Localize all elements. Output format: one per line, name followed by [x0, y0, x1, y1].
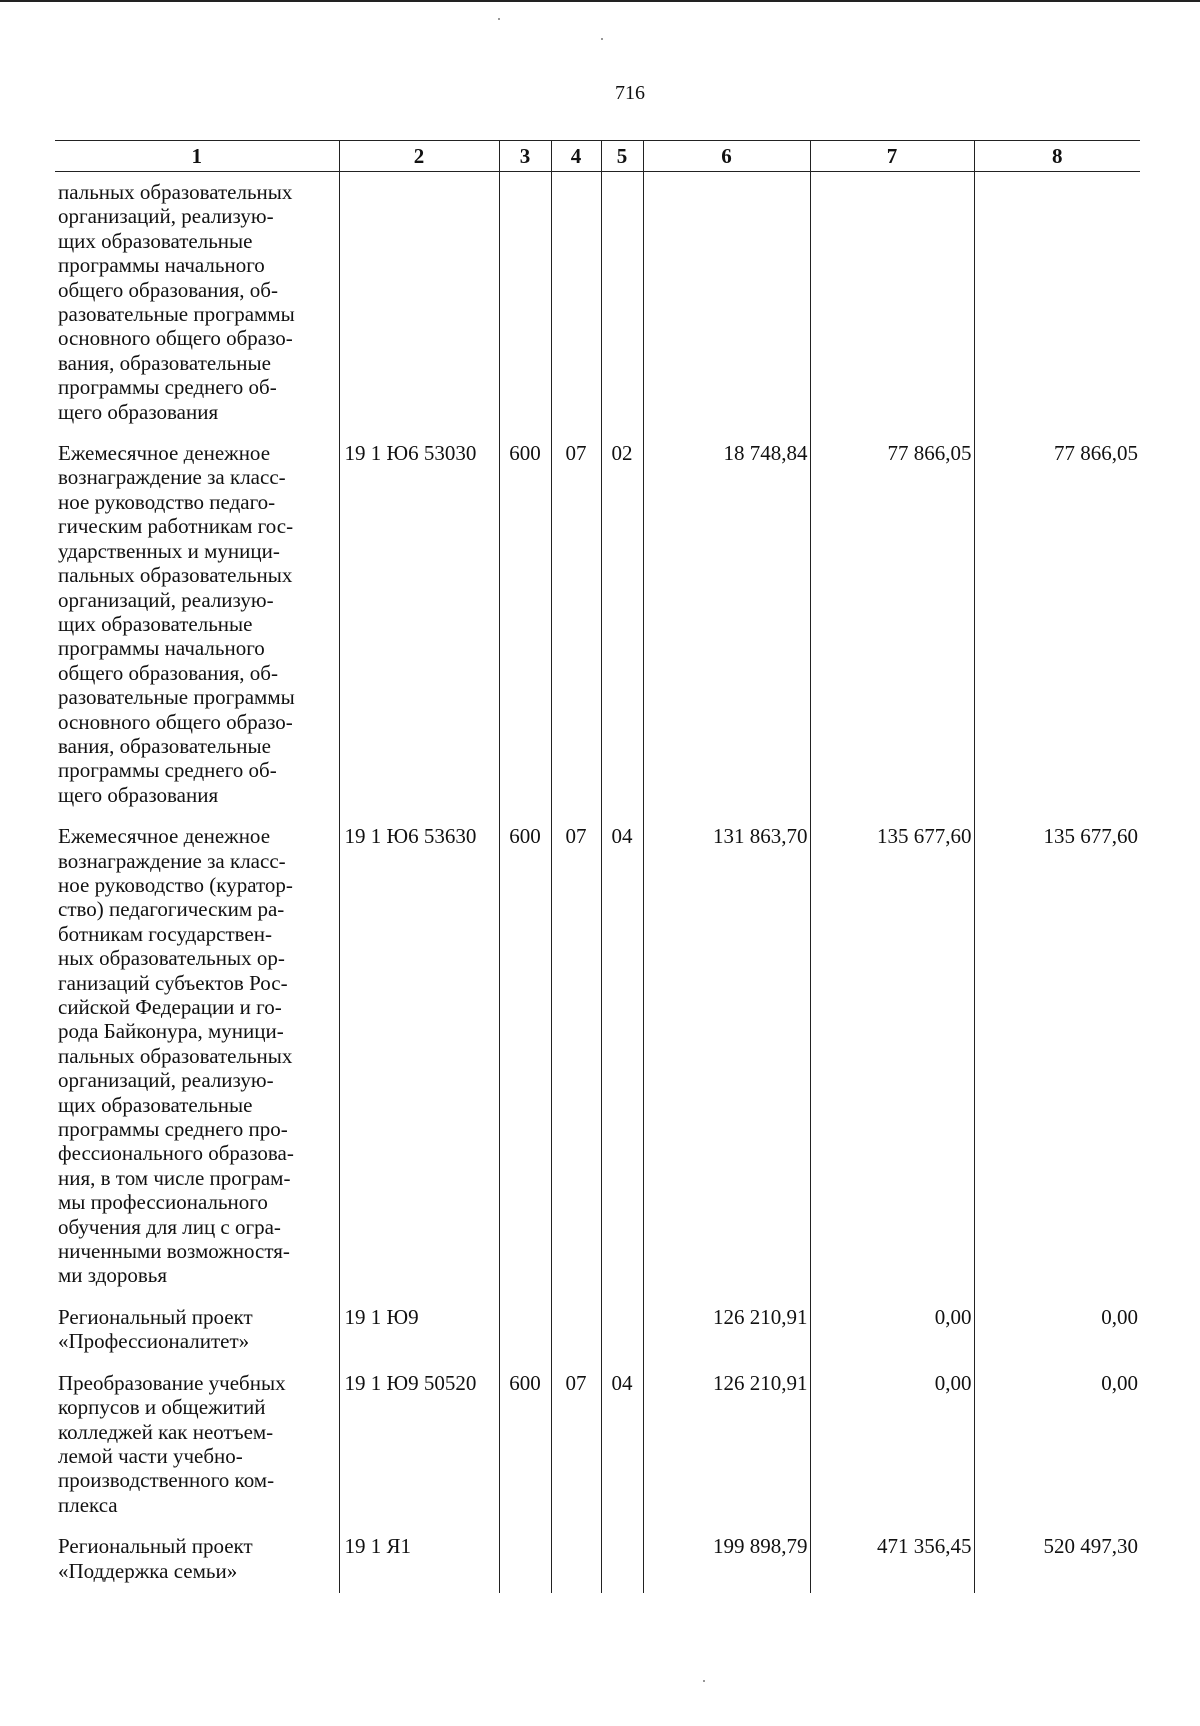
budget-code: 19 1 Ю9 [339, 1298, 499, 1364]
subsection-code: 04 [601, 817, 643, 1298]
description-line: ство) педагогическим ра- [58, 897, 285, 922]
row-description [55, 1527, 339, 1593]
description-line: колледжей как неотъем- [58, 1419, 274, 1444]
row-description [55, 817, 339, 1298]
row-description [55, 1298, 339, 1364]
table-body [55, 172, 1140, 1593]
table-row [55, 172, 1140, 435]
description-line: щих образовательные [58, 611, 253, 636]
description-line: ниченными возможностя- [58, 1239, 290, 1264]
amount-col7: 77 866,05 [810, 434, 974, 817]
row-description [55, 1364, 339, 1527]
amount-col7: 135 677,60 [810, 817, 974, 1298]
description-line: ботникам государствен- [58, 921, 272, 946]
amount-col8: 0,00 [974, 1298, 1140, 1364]
description-line: «Профессионалитет» [58, 1329, 250, 1354]
description-line: программы среднего об- [58, 758, 277, 783]
section-code [551, 172, 601, 435]
row-description [55, 434, 339, 817]
scan-speck [703, 1680, 705, 1682]
description-line: ное руководство (куратор- [58, 872, 293, 897]
budget-code [339, 172, 499, 435]
expense-type-code: 600 [499, 817, 551, 1298]
section-code: 07 [551, 1364, 601, 1527]
description-line: Региональный проект [58, 1534, 253, 1559]
column-header: 6 [643, 141, 810, 172]
description-line: ми здоровья [58, 1263, 168, 1288]
description-line: основного общего образо- [58, 709, 293, 734]
table-row [55, 1364, 1140, 1527]
subsection-code: 02 [601, 434, 643, 817]
amount-col6: 18 748,84 [643, 434, 810, 817]
amount-col8 [974, 172, 1140, 435]
description-line: вознаграждение за класс- [58, 848, 286, 873]
description-line: вания, образовательные [58, 733, 271, 758]
description-line: Ежемесячное денежное [58, 824, 271, 849]
budget-table [55, 140, 1140, 1593]
amount-col7 [810, 172, 974, 435]
description-line: ния, в том числе програм- [58, 1165, 291, 1190]
description-line: производственного ком- [58, 1468, 275, 1493]
description-line: лемой части учебно- [58, 1443, 243, 1468]
column-header: 7 [810, 141, 974, 172]
description-line: гическим работникам гос- [58, 514, 294, 539]
amount-col7: 471 356,45 [810, 1527, 974, 1593]
column-header: 8 [974, 141, 1140, 172]
description-line: программы начального [58, 636, 265, 661]
amount-col7: 0,00 [810, 1364, 974, 1527]
column-header: 5 [601, 141, 643, 172]
amount-col8: 0,00 [974, 1364, 1140, 1527]
description-line: Преобразование учебных [58, 1370, 286, 1395]
description-line: организаций, реализую- [58, 204, 274, 229]
column-header: 4 [551, 141, 601, 172]
amount-col8: 135 677,60 [974, 817, 1140, 1298]
description-line: щих образовательные [58, 228, 253, 253]
description-line: ное руководство педаго- [58, 489, 276, 514]
description-line: пальных образовательных [58, 180, 293, 204]
expense-type-code: 600 [499, 1364, 551, 1527]
description-line: щего образования [58, 399, 219, 424]
description-line: разовательные программы [58, 685, 295, 710]
amount-col7: 0,00 [810, 1298, 974, 1364]
section-code: 07 [551, 817, 601, 1298]
scan-speck [601, 38, 603, 40]
amount-col8: 77 866,05 [974, 434, 1140, 817]
column-header: 3 [499, 141, 551, 172]
budget-code: 19 1 Ю9 50520 [339, 1364, 499, 1527]
description-line: ных образовательных ор- [58, 946, 285, 971]
description-line: основного общего образо- [58, 326, 293, 351]
amount-col6: 131 863,70 [643, 817, 810, 1298]
description-line: организаций, реализую- [58, 587, 274, 612]
table-row [55, 1527, 1140, 1593]
table-row [55, 1298, 1140, 1364]
expense-type-code [499, 1298, 551, 1364]
description-line: сийской Федерации и го- [58, 995, 282, 1019]
description-line: ударственных и муници- [58, 538, 280, 563]
description-line: «Поддержка семьи» [58, 1558, 238, 1583]
section-code [551, 1527, 601, 1593]
budget-code: 19 1 Я1 [339, 1527, 499, 1593]
amount-col6: 199 898,79 [643, 1527, 810, 1593]
description-line: корпусов и общежитий [58, 1395, 266, 1420]
description-line: пальных образовательных [58, 563, 293, 588]
description-line: щего образования [58, 782, 219, 807]
description-line: пальных образовательных [58, 1043, 293, 1068]
description-line: вания, образовательные [58, 350, 271, 375]
scan-speck [498, 18, 500, 20]
expense-type-code [499, 1527, 551, 1593]
section-code [551, 1298, 601, 1364]
description-line: Региональный проект [58, 1304, 253, 1329]
expense-type-code: 600 [499, 434, 551, 817]
description-line: мы профессионального [58, 1190, 268, 1215]
description-line: программы начального [58, 253, 265, 278]
description-line: рода Байконура, муници- [58, 1019, 284, 1044]
subsection-code: 04 [601, 1364, 643, 1527]
subsection-code [601, 1527, 643, 1593]
section-code: 07 [551, 434, 601, 817]
budget-code: 19 1 Ю6 53630 [339, 817, 499, 1298]
description-line: Ежемесячное денежное [58, 441, 271, 466]
column-header: 1 [55, 141, 339, 172]
amount-col6 [643, 172, 810, 435]
subsection-code [601, 1298, 643, 1364]
description-line: ганизаций субъектов Рос- [58, 970, 288, 995]
table-row [55, 434, 1140, 817]
budget-code: 19 1 Ю6 53030 [339, 434, 499, 817]
row-description [55, 172, 339, 435]
amount-col6: 126 210,91 [643, 1364, 810, 1527]
description-line: обучения для лиц с огра- [58, 1214, 281, 1239]
column-header: 2 [339, 141, 499, 172]
description-line: общего образования, об- [58, 660, 278, 685]
description-line: организаций, реализую- [58, 1068, 274, 1093]
expense-type-code [499, 172, 551, 435]
description-line: программы среднего про- [58, 1117, 288, 1142]
description-line: общего образования, об- [58, 277, 278, 302]
subsection-code [601, 172, 643, 435]
description-line: разовательные программы [58, 302, 295, 327]
table-row [55, 817, 1140, 1298]
description-line: программы среднего об- [58, 375, 277, 400]
description-line: плекса [58, 1492, 118, 1517]
table-header-row [55, 141, 1140, 172]
scan-top-edge [0, 0, 1200, 2]
description-line: щих образовательные [58, 1092, 253, 1117]
amount-col6: 126 210,91 [643, 1298, 810, 1364]
amount-col8: 520 497,30 [974, 1527, 1140, 1593]
description-line: вознаграждение за класс- [58, 465, 286, 490]
page-number: 716 [615, 82, 645, 104]
description-line: фессионального образова- [58, 1141, 294, 1166]
